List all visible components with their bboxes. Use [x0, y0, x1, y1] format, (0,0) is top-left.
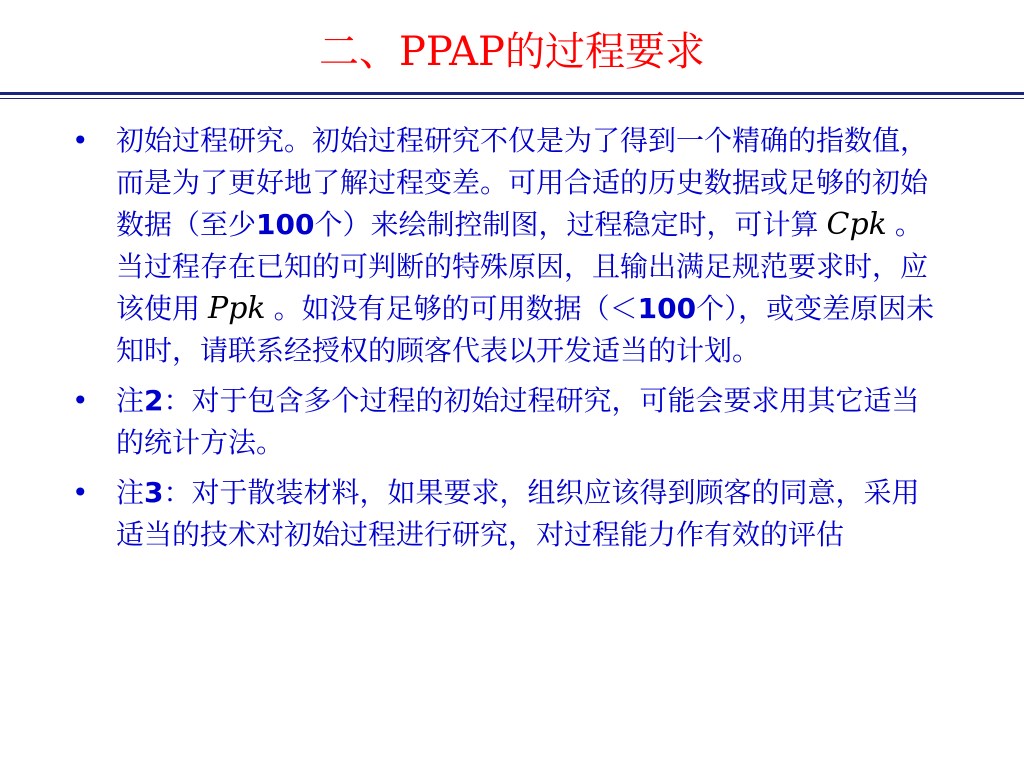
- text-segment: ：对于散装材料，如果要求，组织应该得到顾客的同意，采用适当的技术对初始过程进行研究，对过程能力作有效的评估: [116, 476, 920, 551]
- text-segment: ：对于包含多个过程的初始过程研究，可能会要求用其它适当的统计方法。: [116, 384, 920, 459]
- text-segment: 个），或变差原因未知时，请联系经授权的顾客代表以开发适当的计划。: [116, 292, 935, 367]
- cpk-formula: Cpk: [826, 207, 887, 242]
- bullet-list: [72, 120, 940, 564]
- number-segment: 3: [144, 476, 164, 509]
- bullet-text: [116, 384, 920, 459]
- ppk-formula: Ppk: [208, 291, 266, 326]
- title-divider-thick: [0, 92, 1024, 95]
- text-segment: 。如没有足够的可用数据（＜: [273, 292, 638, 325]
- text-segment: 初始过程研究。初始过程研究不仅是为了得到一个精确的指数值，而是为了更好地了解过程变差。可用合适的历史数据或足够的初始数据（至少: [116, 124, 929, 241]
- text-segment: 。当过程存在已知的可判断的特殊原因，且输出满足规范要求时，应该使用: [116, 208, 929, 325]
- bullet-item-initial-study: [72, 120, 940, 372]
- bullet-item-note-2: [72, 380, 940, 464]
- bullet-dot-icon: •: [72, 384, 89, 417]
- title-divider-thin: [0, 98, 1024, 99]
- number-segment: 100: [637, 292, 697, 325]
- text-segment: 个）来绘制控制图，过程稳定时，可计算: [314, 208, 819, 241]
- number-segment: 100: [256, 208, 315, 241]
- bullet-text: [116, 476, 920, 551]
- bullet-text: [116, 124, 934, 367]
- bullet-dot-icon: •: [72, 476, 89, 509]
- text-segment: 注: [116, 476, 145, 509]
- bullet-dot-icon: •: [72, 124, 89, 157]
- bullet-item-note-3: [72, 472, 940, 556]
- number-segment: 2: [144, 384, 164, 417]
- text-segment: 注: [116, 384, 145, 417]
- slide-title: 二、PPAP的过程要求: [319, 29, 705, 75]
